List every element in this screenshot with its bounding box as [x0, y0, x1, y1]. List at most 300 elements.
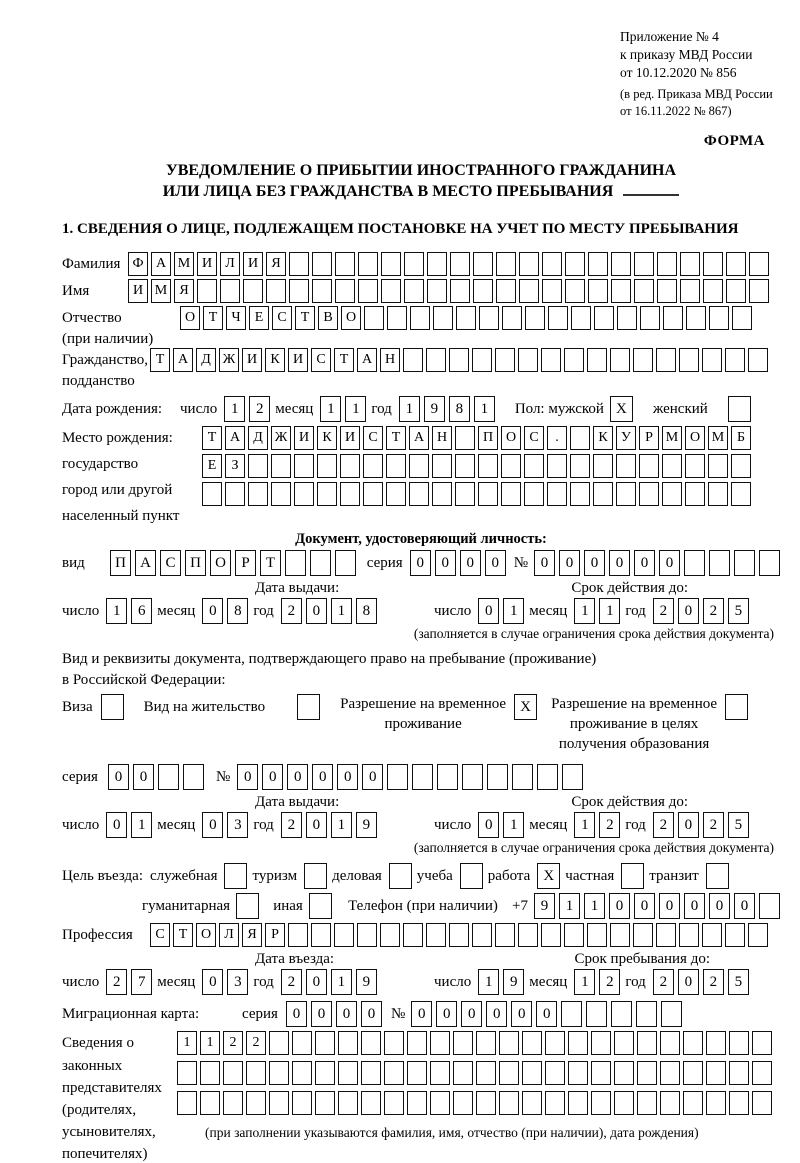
char-cell[interactable] [752, 1061, 772, 1085]
char-cell[interactable] [706, 1031, 726, 1055]
char-cell[interactable]: 0 [108, 764, 129, 790]
char-cell[interactable]: К [593, 426, 613, 450]
char-cell[interactable] [433, 306, 453, 330]
char-cell[interactable] [499, 1091, 519, 1115]
char-cell[interactable] [708, 482, 728, 506]
char-cell[interactable] [430, 1091, 450, 1115]
char-cell[interactable] [524, 482, 544, 506]
char-cell[interactable]: С [524, 426, 544, 450]
char-cell[interactable] [289, 252, 309, 276]
char-cell[interactable]: А [357, 348, 377, 372]
char-cell[interactable] [748, 348, 768, 372]
doc-issue-month-boxes[interactable] [202, 598, 248, 624]
char-cell[interactable] [729, 1031, 749, 1055]
char-cell[interactable]: М [151, 279, 171, 303]
char-cell[interactable]: Т [203, 306, 223, 330]
char-cell[interactable] [562, 764, 583, 790]
char-cell[interactable]: 0 [410, 550, 431, 576]
char-cell[interactable] [289, 279, 309, 303]
char-cell[interactable]: 0 [336, 1001, 357, 1027]
char-cell[interactable]: 1 [331, 812, 352, 838]
char-cell[interactable]: 5 [728, 598, 749, 624]
birthplace-boxes-row3[interactable] [202, 482, 751, 506]
char-cell[interactable] [384, 1091, 404, 1115]
char-cell[interactable] [499, 1031, 519, 1055]
char-cell[interactable] [478, 454, 498, 478]
char-cell[interactable]: 2 [703, 969, 724, 995]
char-cell[interactable]: Е [249, 306, 269, 330]
char-cell[interactable]: 0 [202, 969, 223, 995]
char-cell[interactable] [656, 348, 676, 372]
char-cell[interactable] [363, 482, 383, 506]
char-cell[interactable] [317, 482, 337, 506]
char-cell[interactable] [476, 1091, 496, 1115]
entry-month-boxes[interactable] [202, 969, 248, 995]
char-cell[interactable] [564, 923, 584, 947]
char-cell[interactable] [387, 764, 408, 790]
char-cell[interactable]: А [135, 550, 156, 576]
char-cell[interactable] [220, 279, 240, 303]
char-cell[interactable] [683, 1091, 703, 1115]
char-cell[interactable] [709, 306, 729, 330]
char-cell[interactable] [759, 550, 780, 576]
char-cell[interactable]: Р [265, 923, 285, 947]
char-cell[interactable] [524, 454, 544, 478]
char-cell[interactable] [364, 306, 384, 330]
char-cell[interactable]: 0 [678, 969, 699, 995]
char-cell[interactable]: 1 [474, 396, 495, 422]
char-cell[interactable]: 0 [306, 969, 327, 995]
char-cell[interactable] [548, 306, 568, 330]
char-cell[interactable] [478, 482, 498, 506]
char-cell[interactable]: К [317, 426, 337, 450]
migration-series-boxes[interactable] [286, 1001, 382, 1027]
char-cell[interactable]: 0 [202, 812, 223, 838]
char-cell[interactable] [637, 1061, 657, 1085]
char-cell[interactable]: Н [380, 348, 400, 372]
char-cell[interactable] [663, 306, 683, 330]
char-cell[interactable] [547, 482, 567, 506]
char-cell[interactable]: О [196, 923, 216, 947]
stay-year-boxes[interactable] [653, 969, 749, 995]
stay-day-boxes[interactable] [478, 969, 524, 995]
char-cell[interactable]: Я [242, 923, 262, 947]
char-cell[interactable] [495, 923, 515, 947]
char-cell[interactable]: Н [432, 426, 452, 450]
char-cell[interactable]: 1 [574, 598, 595, 624]
char-cell[interactable] [311, 923, 331, 947]
patronymic-boxes[interactable] [180, 306, 752, 330]
char-cell[interactable] [657, 252, 677, 276]
birth-day-boxes[interactable] [224, 396, 270, 422]
char-cell[interactable]: 1 [503, 598, 524, 624]
birth-year-boxes[interactable] [399, 396, 495, 422]
char-cell[interactable]: А [173, 348, 193, 372]
char-cell[interactable] [703, 252, 723, 276]
char-cell[interactable] [361, 1091, 381, 1115]
edu-permit-checkbox[interactable] [725, 694, 748, 720]
char-cell[interactable]: С [150, 923, 170, 947]
phone-boxes[interactable] [534, 893, 780, 919]
char-cell[interactable]: Ж [219, 348, 239, 372]
char-cell[interactable] [685, 454, 705, 478]
char-cell[interactable]: Ч [226, 306, 246, 330]
citizenship-boxes[interactable] [150, 348, 768, 372]
char-cell[interactable]: 0 [659, 550, 680, 576]
doc-type-boxes[interactable] [110, 550, 356, 576]
char-cell[interactable] [197, 279, 217, 303]
char-cell[interactable] [271, 454, 291, 478]
char-cell[interactable] [570, 482, 590, 506]
char-cell[interactable] [639, 482, 659, 506]
sex-female-checkbox[interactable] [728, 396, 751, 422]
char-cell[interactable] [616, 482, 636, 506]
char-cell[interactable]: О [685, 426, 705, 450]
char-cell[interactable] [748, 923, 768, 947]
char-cell[interactable] [381, 252, 401, 276]
char-cell[interactable]: Е [202, 454, 222, 478]
char-cell[interactable] [593, 454, 613, 478]
char-cell[interactable] [726, 279, 746, 303]
char-cell[interactable] [640, 306, 660, 330]
char-cell[interactable] [338, 1031, 358, 1055]
stay-month-boxes[interactable] [574, 969, 620, 995]
char-cell[interactable] [450, 252, 470, 276]
char-cell[interactable]: В [318, 306, 338, 330]
char-cell[interactable]: 0 [106, 812, 127, 838]
char-cell[interactable]: 0 [461, 1001, 482, 1027]
char-cell[interactable] [611, 252, 631, 276]
surname-boxes[interactable] [128, 252, 769, 276]
char-cell[interactable]: А [151, 252, 171, 276]
char-cell[interactable] [358, 252, 378, 276]
char-cell[interactable]: 0 [734, 893, 755, 919]
char-cell[interactable] [427, 252, 447, 276]
permit-expiry-month-boxes[interactable] [574, 812, 620, 838]
char-cell[interactable] [292, 1031, 312, 1055]
char-cell[interactable] [570, 426, 590, 450]
entry-year-boxes[interactable] [281, 969, 377, 995]
permit-issue-month-boxes[interactable] [202, 812, 248, 838]
char-cell[interactable]: 0 [460, 550, 481, 576]
temp-permit-checkbox[interactable]: X [514, 694, 537, 720]
char-cell[interactable]: 0 [678, 812, 699, 838]
char-cell[interactable] [407, 1061, 427, 1085]
char-cell[interactable] [409, 454, 429, 478]
char-cell[interactable] [702, 348, 722, 372]
char-cell[interactable] [363, 454, 383, 478]
char-cell[interactable] [340, 454, 360, 478]
char-cell[interactable]: И [197, 252, 217, 276]
char-cell[interactable]: 0 [678, 598, 699, 624]
permit-expiry-day-boxes[interactable] [478, 812, 524, 838]
char-cell[interactable] [639, 454, 659, 478]
char-cell[interactable] [384, 1031, 404, 1055]
char-cell[interactable] [593, 482, 613, 506]
char-cell[interactable]: С [311, 348, 331, 372]
char-cell[interactable] [334, 923, 354, 947]
char-cell[interactable] [310, 550, 331, 576]
char-cell[interactable] [703, 279, 723, 303]
char-cell[interactable]: 0 [411, 1001, 432, 1027]
char-cell[interactable] [686, 306, 706, 330]
permit-series-boxes[interactable] [108, 764, 204, 790]
char-cell[interactable]: С [160, 550, 181, 576]
char-cell[interactable] [614, 1031, 634, 1055]
entry-day-boxes[interactable] [106, 969, 152, 995]
char-cell[interactable]: С [363, 426, 383, 450]
char-cell[interactable] [200, 1091, 220, 1115]
char-cell[interactable] [403, 923, 423, 947]
char-cell[interactable] [340, 482, 360, 506]
char-cell[interactable] [404, 252, 424, 276]
char-cell[interactable]: 3 [227, 969, 248, 995]
char-cell[interactable]: Л [220, 252, 240, 276]
char-cell[interactable] [472, 348, 492, 372]
char-cell[interactable] [246, 1091, 266, 1115]
char-cell[interactable] [223, 1061, 243, 1085]
char-cell[interactable]: 0 [684, 893, 705, 919]
char-cell[interactable] [409, 482, 429, 506]
char-cell[interactable]: 8 [227, 598, 248, 624]
doc-issue-year-boxes[interactable] [281, 598, 377, 624]
char-cell[interactable] [476, 1061, 496, 1085]
char-cell[interactable] [518, 923, 538, 947]
char-cell[interactable]: 2 [281, 969, 302, 995]
char-cell[interactable]: М [708, 426, 728, 450]
char-cell[interactable] [271, 482, 291, 506]
char-cell[interactable]: 0 [609, 550, 630, 576]
char-cell[interactable]: М [662, 426, 682, 450]
char-cell[interactable] [473, 279, 493, 303]
char-cell[interactable]: 9 [424, 396, 445, 422]
char-cell[interactable] [499, 1061, 519, 1085]
sex-male-checkbox[interactable]: X [610, 396, 633, 422]
char-cell[interactable]: 0 [709, 893, 730, 919]
char-cell[interactable]: С [272, 306, 292, 330]
char-cell[interactable]: 2 [653, 812, 674, 838]
char-cell[interactable]: 1 [584, 893, 605, 919]
char-cell[interactable]: 0 [262, 764, 283, 790]
char-cell[interactable] [633, 348, 653, 372]
char-cell[interactable] [519, 279, 539, 303]
char-cell[interactable] [657, 279, 677, 303]
char-cell[interactable] [680, 252, 700, 276]
char-cell[interactable]: 3 [227, 812, 248, 838]
birthplace-boxes-row1[interactable] [202, 426, 751, 450]
char-cell[interactable] [269, 1061, 289, 1085]
doc-expiry-year-boxes[interactable] [653, 598, 749, 624]
char-cell[interactable] [502, 306, 522, 330]
char-cell[interactable] [636, 1001, 657, 1027]
char-cell[interactable]: Т [334, 348, 354, 372]
char-cell[interactable]: 2 [106, 969, 127, 995]
char-cell[interactable] [496, 252, 516, 276]
char-cell[interactable] [427, 279, 447, 303]
char-cell[interactable] [246, 1061, 266, 1085]
char-cell[interactable]: Д [248, 426, 268, 450]
char-cell[interactable] [472, 923, 492, 947]
char-cell[interactable] [662, 454, 682, 478]
doc-number-boxes[interactable] [534, 550, 780, 576]
char-cell[interactable] [679, 348, 699, 372]
purpose-study-checkbox[interactable] [460, 863, 483, 889]
char-cell[interactable]: 2 [223, 1031, 243, 1055]
char-cell[interactable] [729, 1061, 749, 1085]
char-cell[interactable] [594, 306, 614, 330]
char-cell[interactable]: 1 [559, 893, 580, 919]
char-cell[interactable] [565, 279, 585, 303]
char-cell[interactable]: 2 [653, 598, 674, 624]
char-cell[interactable]: Т [150, 348, 170, 372]
purpose-private-checkbox[interactable] [621, 863, 644, 889]
char-cell[interactable] [725, 348, 745, 372]
char-cell[interactable] [565, 252, 585, 276]
char-cell[interactable] [200, 1061, 220, 1085]
char-cell[interactable]: 1 [503, 812, 524, 838]
purpose-other-checkbox[interactable] [309, 893, 332, 919]
char-cell[interactable] [547, 454, 567, 478]
char-cell[interactable]: 1 [224, 396, 245, 422]
char-cell[interactable]: 0 [485, 550, 506, 576]
char-cell[interactable] [591, 1091, 611, 1115]
char-cell[interactable]: 0 [534, 550, 555, 576]
char-cell[interactable] [453, 1091, 473, 1115]
char-cell[interactable]: З [225, 454, 245, 478]
char-cell[interactable] [541, 923, 561, 947]
char-cell[interactable] [312, 279, 332, 303]
char-cell[interactable]: 1 [599, 598, 620, 624]
char-cell[interactable] [292, 1091, 312, 1115]
char-cell[interactable] [588, 252, 608, 276]
char-cell[interactable] [361, 1061, 381, 1085]
char-cell[interactable] [732, 306, 752, 330]
char-cell[interactable]: 1 [106, 598, 127, 624]
char-cell[interactable] [685, 482, 705, 506]
char-cell[interactable]: Я [266, 252, 286, 276]
char-cell[interactable] [315, 1061, 335, 1085]
char-cell[interactable]: 1 [574, 812, 595, 838]
char-cell[interactable]: Т [202, 426, 222, 450]
char-cell[interactable] [501, 482, 521, 506]
char-cell[interactable] [731, 454, 751, 478]
char-cell[interactable] [684, 550, 705, 576]
migration-number-boxes[interactable] [411, 1001, 682, 1027]
char-cell[interactable] [702, 923, 722, 947]
char-cell[interactable] [586, 1001, 607, 1027]
char-cell[interactable] [637, 1031, 657, 1055]
char-cell[interactable] [496, 279, 516, 303]
char-cell[interactable]: Р [235, 550, 256, 576]
char-cell[interactable]: 1 [478, 969, 499, 995]
char-cell[interactable] [177, 1061, 197, 1085]
char-cell[interactable] [183, 764, 204, 790]
char-cell[interactable] [752, 1031, 772, 1055]
char-cell[interactable]: 0 [536, 1001, 557, 1027]
char-cell[interactable] [708, 454, 728, 478]
char-cell[interactable] [726, 252, 746, 276]
char-cell[interactable] [426, 923, 446, 947]
char-cell[interactable] [512, 764, 533, 790]
char-cell[interactable] [315, 1091, 335, 1115]
char-cell[interactable] [386, 454, 406, 478]
char-cell[interactable]: 5 [728, 812, 749, 838]
char-cell[interactable] [495, 348, 515, 372]
char-cell[interactable]: 1 [320, 396, 341, 422]
char-cell[interactable] [432, 482, 452, 506]
char-cell[interactable]: К [265, 348, 285, 372]
char-cell[interactable]: 0 [361, 1001, 382, 1027]
char-cell[interactable]: 0 [486, 1001, 507, 1027]
char-cell[interactable]: Т [173, 923, 193, 947]
char-cell[interactable] [269, 1091, 289, 1115]
char-cell[interactable] [248, 454, 268, 478]
char-cell[interactable] [541, 348, 561, 372]
char-cell[interactable] [634, 279, 654, 303]
char-cell[interactable]: О [180, 306, 200, 330]
char-cell[interactable] [731, 482, 751, 506]
char-cell[interactable] [450, 279, 470, 303]
char-cell[interactable]: 7 [131, 969, 152, 995]
char-cell[interactable] [248, 482, 268, 506]
char-cell[interactable] [542, 279, 562, 303]
char-cell[interactable] [501, 454, 521, 478]
char-cell[interactable] [522, 1031, 542, 1055]
char-cell[interactable]: 1 [399, 396, 420, 422]
char-cell[interactable] [407, 1091, 427, 1115]
char-cell[interactable] [660, 1091, 680, 1115]
char-cell[interactable]: 0 [584, 550, 605, 576]
char-cell[interactable] [202, 482, 222, 506]
char-cell[interactable]: Д [196, 348, 216, 372]
char-cell[interactable] [587, 923, 607, 947]
char-cell[interactable] [709, 550, 730, 576]
char-cell[interactable]: 8 [356, 598, 377, 624]
char-cell[interactable] [432, 454, 452, 478]
char-cell[interactable] [361, 1031, 381, 1055]
char-cell[interactable]: 0 [435, 550, 456, 576]
char-cell[interactable] [662, 482, 682, 506]
char-cell[interactable] [656, 923, 676, 947]
char-cell[interactable]: Я [174, 279, 194, 303]
char-cell[interactable]: 0 [287, 764, 308, 790]
char-cell[interactable] [430, 1031, 450, 1055]
char-cell[interactable] [542, 252, 562, 276]
char-cell[interactable] [357, 923, 377, 947]
char-cell[interactable]: 0 [286, 1001, 307, 1027]
char-cell[interactable] [407, 1031, 427, 1055]
char-cell[interactable] [335, 550, 356, 576]
char-cell[interactable]: 2 [281, 812, 302, 838]
char-cell[interactable]: 1 [331, 969, 352, 995]
char-cell[interactable]: И [294, 426, 314, 450]
char-cell[interactable]: 0 [133, 764, 154, 790]
representatives-boxes-row3[interactable] [177, 1091, 772, 1115]
char-cell[interactable]: 0 [511, 1001, 532, 1027]
char-cell[interactable] [437, 764, 458, 790]
char-cell[interactable]: Б [731, 426, 751, 450]
doc-series-boxes[interactable] [410, 550, 506, 576]
char-cell[interactable] [315, 1031, 335, 1055]
char-cell[interactable]: 1 [131, 812, 152, 838]
char-cell[interactable] [269, 1031, 289, 1055]
char-cell[interactable] [679, 923, 699, 947]
char-cell[interactable]: П [110, 550, 131, 576]
char-cell[interactable] [487, 764, 508, 790]
char-cell[interactable]: 0 [362, 764, 383, 790]
char-cell[interactable]: 0 [659, 893, 680, 919]
purpose-transit-checkbox[interactable] [706, 863, 729, 889]
